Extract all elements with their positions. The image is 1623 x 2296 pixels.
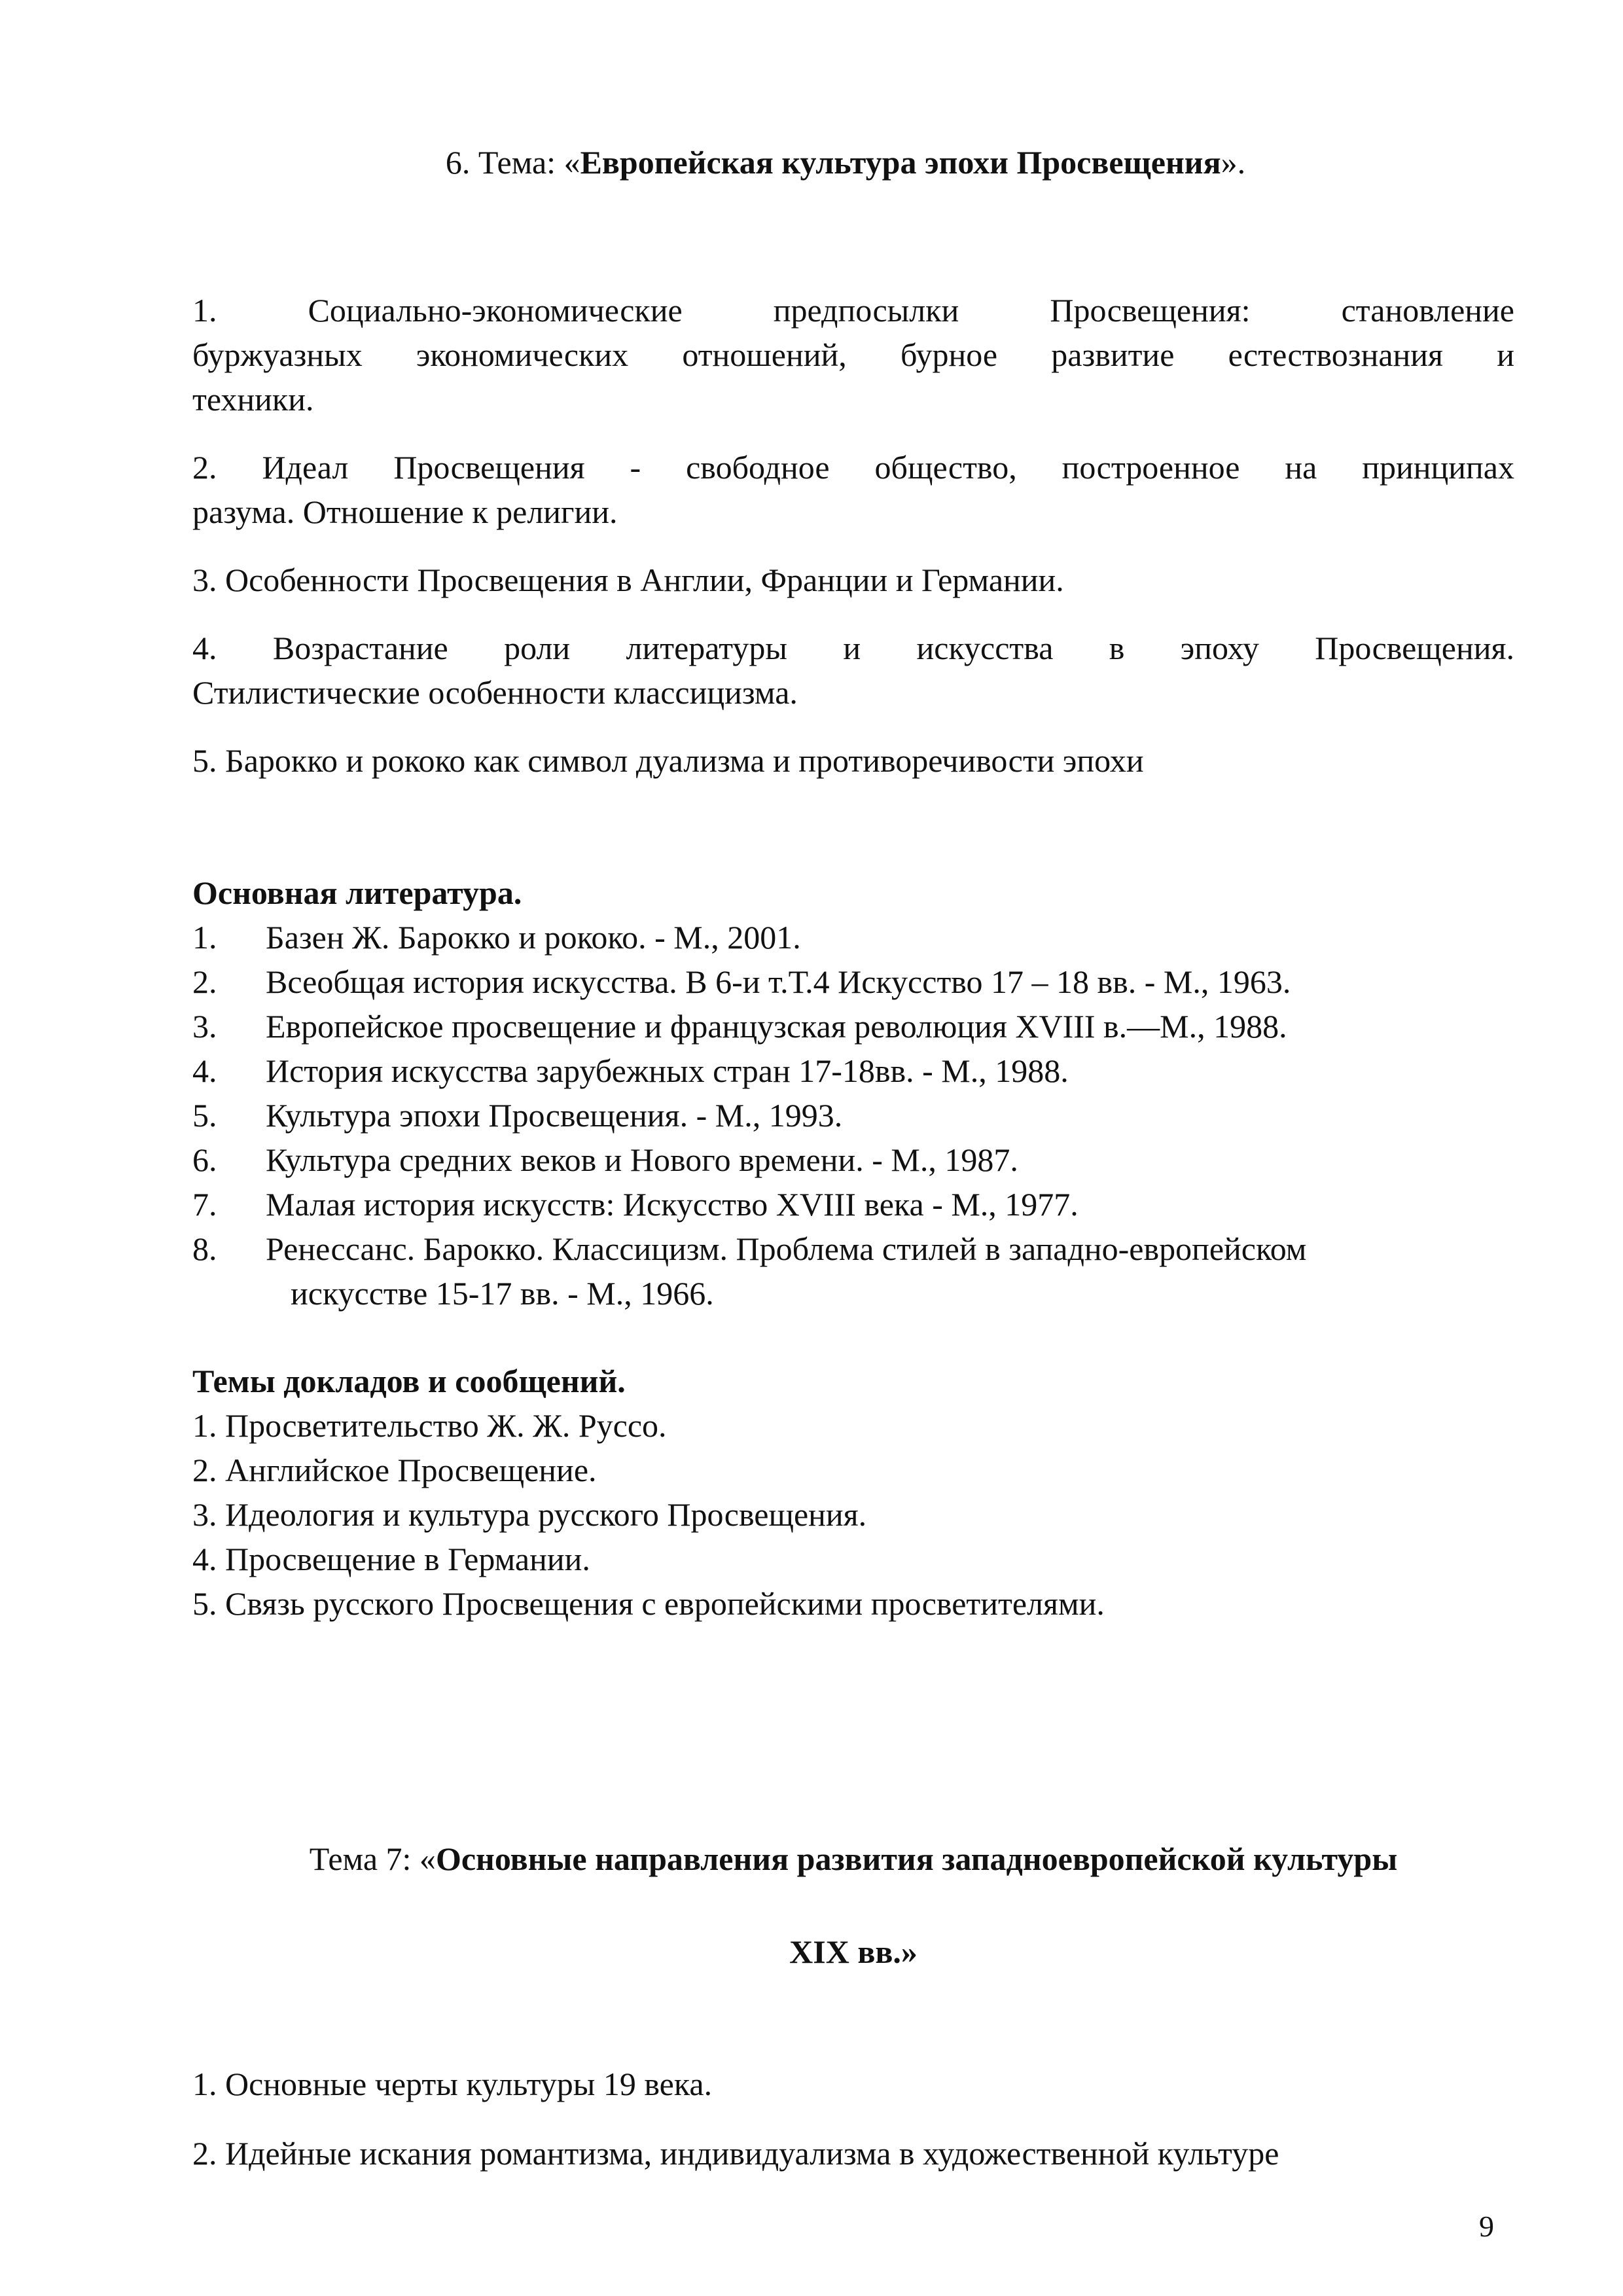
question-line: 3. Особенности Просвещения в Англии, Франции и Германии. [192, 562, 1064, 598]
literature-item: 5. Культура эпохи Просвещения. - М., 1993. [192, 1097, 843, 1134]
topic6-title: Европейская культура эпохи Просвещения [580, 144, 1221, 181]
literature-list [192, 915, 1514, 1321]
topic7-title: Основные направления развития западноевропейской культуры [435, 1840, 1398, 1877]
literature-item: 6. Культура средних веков и Нового времени. - М., 1987. [192, 1141, 1018, 1178]
question-line: Стилистические особенности классицизма. [192, 674, 798, 711]
literature-item: 4. История искусства зарубежных стран 17-18вв. - М., 1988. [192, 1052, 1069, 1089]
report-item: 4. Просвещение в Германии. [192, 1541, 590, 1577]
literature-heading: Основная литература. [192, 874, 522, 911]
question-line: 2. Идеал Просвещения - свободное общество, построенное на принципах [192, 449, 1514, 486]
question-line: техники. [192, 381, 314, 418]
question-line: разума. Отношение к религии. [192, 493, 618, 530]
report-item: 1. Просветительство Ж. Ж. Руссо. [192, 1407, 667, 1444]
literature-item: 3. Европейское просвещение и французская революция XVIII в.—М., 1988. [192, 1008, 1287, 1045]
literature-item: 7. Малая история искусств: Искусство XVIII века - М., 1977. [192, 1186, 1079, 1223]
literature-item: 8. Ренессанс. Барокко. Классицизм. Проблема стилей в западно-европейском [192, 1230, 1307, 1267]
literature-item: 2. Всеобщая история искусства. В 6-и т.Т.4 Искусство 17 – 18 вв. - М., 1963. [192, 963, 1291, 1000]
report-item: 2. Английское Просвещение. [192, 1452, 597, 1488]
topic6-heading [192, 140, 1499, 185]
report-item: 3. Идеология и культура русского Просвещения. [192, 1496, 867, 1533]
literature-item: 1. Базен Ж. Барокко и рококо. - М., 2001. [192, 919, 801, 956]
topic7-prefix: Тема 7: « [309, 1840, 436, 1877]
literature-item-continuation: искусстве 15-17 вв. - М., 1966. [291, 1275, 714, 1312]
topic6-suffix: ». [1221, 144, 1246, 181]
report-item: 5. Связь русского Просвещения с европейскими просветителями. [192, 1585, 1105, 1622]
question-line: 1. Социально-экономические предпосылки Просвещения: становление [192, 292, 1514, 329]
topic6-questions [192, 288, 1514, 783]
question-line: 5. Барокко и рококо как символ дуализма и противоречивости эпохи [192, 742, 1144, 779]
topic7-heading-line2: XIX вв.» [789, 1933, 918, 1970]
topic7-question: 2. Идейные искания романтизма, индивидуализма в художественной культуре [192, 2135, 1279, 2172]
question-line: 4. Возрастание роли литературы и искусства в эпоху Просвещения. [192, 630, 1514, 666]
topic7-question: 1. Основные черты культуры 19 века. [192, 2066, 713, 2102]
page-number: 9 [1479, 2210, 1494, 2243]
topic6-prefix: 6. Тема: « [445, 144, 580, 181]
topic7-heading [192, 1837, 1514, 1881]
reports-list [192, 1403, 1514, 1626]
question-line: буржуазных экономических отношений, бурное развитие естествознания и [192, 336, 1514, 373]
reports-heading: Темы докладов и сообщений. [192, 1363, 626, 1399]
